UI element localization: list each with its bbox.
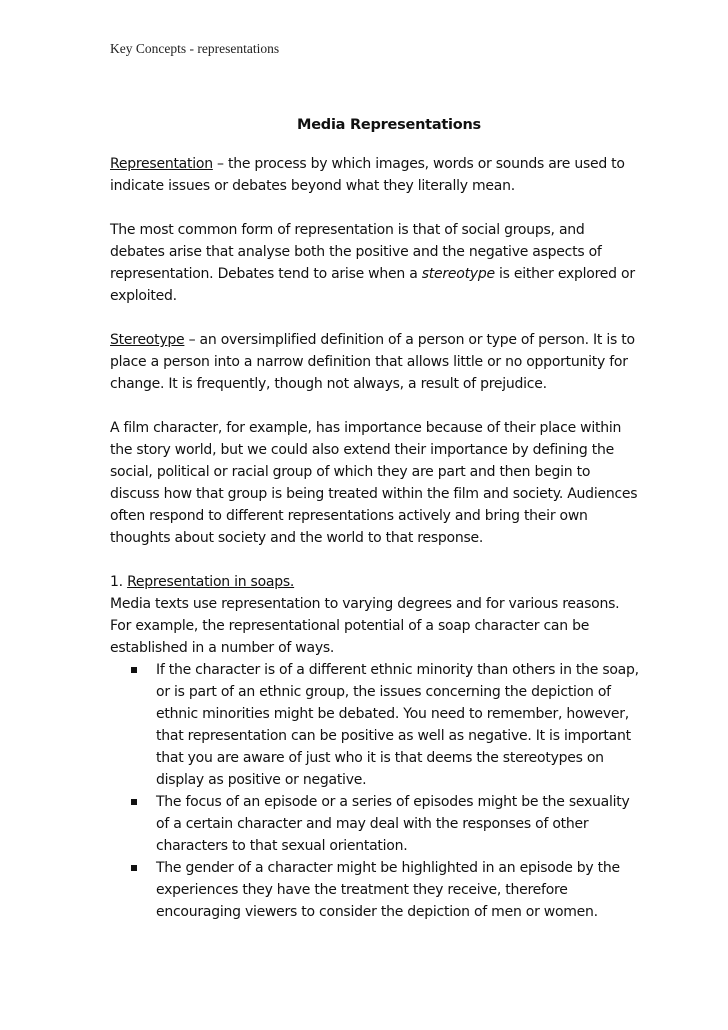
section-number: 1.: [110, 574, 128, 590]
social-groups-paragraph: [110, 219, 640, 307]
square-bullet-icon: [131, 865, 137, 871]
running-header: Key Concepts - representations: [110, 41, 280, 56]
bullet-list: [110, 659, 640, 923]
list-item-text: The gender of a character might be highlighted in an episode by the experiences they have the treatment they receive, therefore encouraging viewers to consider the depiction of men or women.: [156, 860, 620, 920]
section-intro: Media texts use representation to varying degrees and for various reasons. For example, the representational potential of a soap character can be established in a number of ways.: [110, 596, 620, 656]
film-character-paragraph: A film character, for example, has importance because of their place within the story world, but we could also extend their importance by defining the social, political or racial group of which they are part and then begin to discuss how that group is being treated within the film and society. Audiences often respond to different representations actively and bring their own thoughts about society and the world to that response.: [110, 420, 638, 546]
list-item: [110, 659, 640, 791]
list-item-text: The focus of an episode or a series of episodes might be the sexuality of a certain character and may deal with the responses of other characters to that sexual orientation.: [156, 794, 630, 854]
list-item-text: If the character is of a different ethnic minority than others in the soap, or is part of an ethnic group, the issues concerning the depiction of ethnic minorities might be debated. You need to remember, however, that representation can be positive as well as negative. It is important that you are aware of just who it is that deems the stereotypes on display as positive or negative.: [156, 662, 639, 788]
paragraph-text: is either explored or exploited.: [110, 266, 635, 304]
page-title: Media Representations: [297, 117, 481, 133]
document-body: [110, 114, 640, 923]
list-item: [110, 791, 640, 857]
square-bullet-icon: [131, 799, 137, 805]
list-item: [110, 857, 640, 923]
paragraph-text: The most common form of representation is that of social groups, and debates arise that analyse both the positive and the negative aspects of representation. Debates tend to arise when a: [110, 222, 602, 282]
emphasis-stereotype: stereotype: [421, 266, 495, 282]
definition-text: – an oversimplified definition of a person or type of person. It is to place a person into a narrow definition that allows little or no opportunity for change. It is frequently, though not always, a result of prejudice.: [110, 332, 635, 392]
definition-text: – the process by which images, words or sounds are used to indicate issues or debates beyond what they literally mean.: [110, 156, 625, 194]
stereotype-definition: [110, 329, 640, 395]
square-bullet-icon: [131, 667, 137, 673]
definition-term: Representation: [110, 156, 213, 172]
section-title: Representation in soaps.: [127, 574, 295, 590]
representation-definition: [110, 153, 640, 197]
section-heading: [110, 571, 640, 593]
definition-term: Stereotype: [110, 332, 185, 348]
